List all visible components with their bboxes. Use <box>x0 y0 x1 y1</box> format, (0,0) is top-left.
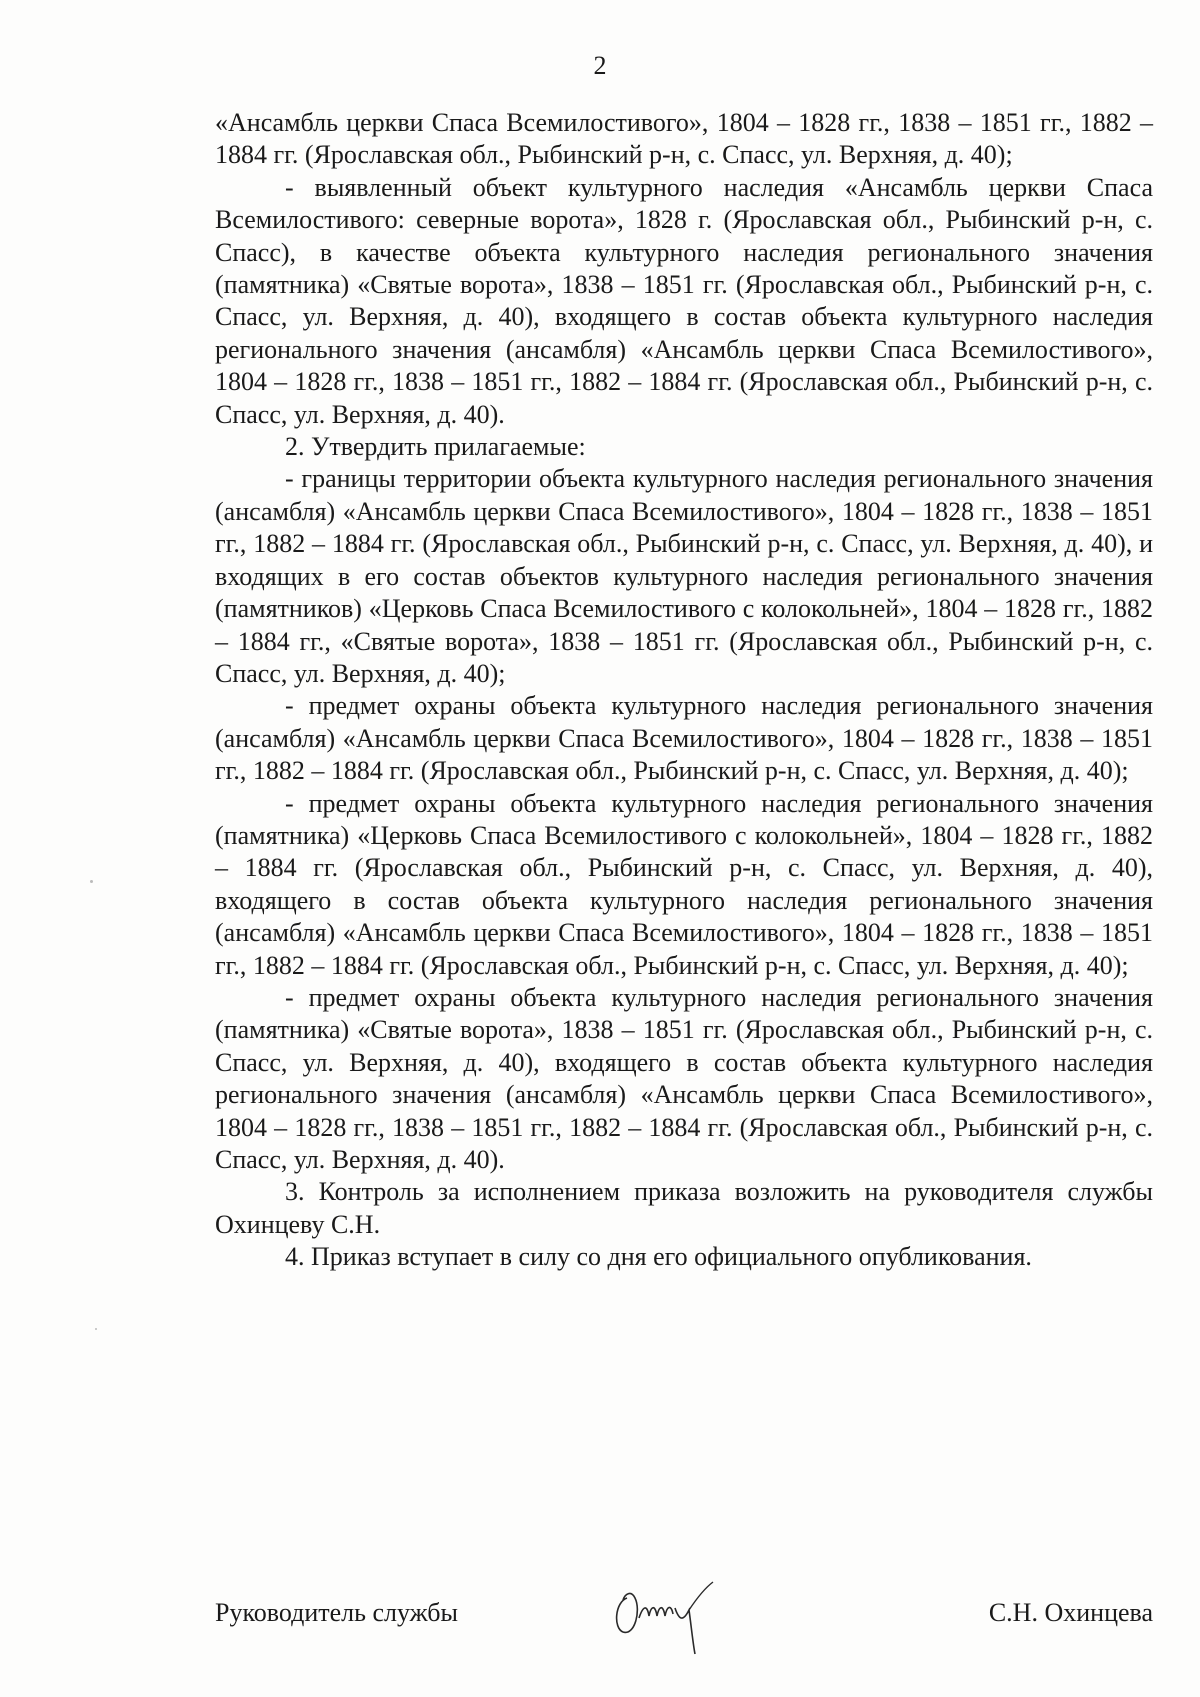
signer-name: С.Н. Охинцева <box>988 1598 1153 1627</box>
paragraph-item-3: 3. Контроль за исполнением приказа возложить на руководителя службы Охинцеву С.Н. <box>215 1177 1153 1239</box>
paragraph-territory-boundaries: - границы территории объекта культурного наследия регионального значения (ансамбля) «Ансамбль церкви Спаса Всемилостивого», 1804 – 1828 гг., 1838 – 1851 гг., 1882 – 1884 гг. (Ярославская обл., Рыбинский р-н, с. Спасс, ул. Верхняя, д. 40), и входящих в его состав объектов культурного наследия регионального значения (памятников) «Церковь Спаса Всемилостивого с колокольней», 1804 – 1828 гг., 1882 – 1884 гг., «Святые ворота», 1838 – 1851 гг. (Ярославская обл., Рыбинский р-н, с. Спасс, ул. Верхняя, д. 40); <box>215 464 1153 688</box>
paragraph-protection-church: - предмет охраны объекта культурного наследия регионального значения (памятника) «Церковь Спаса Всемилостивого с колокольней», 1804 – 1828 гг., 1882 – 1884 гг. (Ярославская обл., Рыбинский р-н, с. Спасс, ул. Верхняя, д. 40), входящего в состав объекта культурного наследия регионального значения (ансамбля) «Ансамбль церкви Спаса Всемилостивого», 1804 – 1828 гг., 1838 – 1851 гг., 1882 – 1884 гг. (Ярославская обл., Рыбинский р-н, с. Спасс, ул. Верхняя, д. 40); <box>215 788 1153 980</box>
document-body <box>215 107 1153 1274</box>
scan-speck <box>90 880 93 883</box>
signature-block <box>215 1580 1153 1660</box>
paragraph-protection-gates: - предмет охраны объекта культурного наследия регионального значения (памятника) «Святые ворота», 1838 – 1851 гг. (Ярославская обл., Рыбинский р-н, с. Спасс, ул. Верхняя, д. 40), входящего в состав объекта культурного наследия регионального значения (ансамбля) «Ансамбль церкви Спаса Всемилостивого», 1804 – 1828 гг., 1838 – 1851 гг., 1882 – 1884 гг. (Ярославская обл., Рыбинский р-н, с. Спасс, ул. Верхняя, д. 40). <box>215 982 1153 1174</box>
handwritten-signature <box>605 1558 745 1658</box>
paragraph-item-4: 4. Приказ вступает в силу со дня его официального опубликования. <box>285 1242 1032 1272</box>
paragraph-continuation: «Ансамбль церкви Спаса Всемилостивого», 1804 – 1828 гг., 1838 – 1851 гг., 1882 – 1884 гг. (Ярославская обл., Рыбинский р-н, с. Спасс, ул. Верхняя, д. 40); <box>215 108 1153 170</box>
paragraph-protection-ensemble: - предмет охраны объекта культурного наследия регионального значения (ансамбля) «Ансамбль церкви Спаса Всемилостивого», 1804 – 1828 гг., 1838 – 1851 гг., 1882 – 1884 гг. (Ярославская обл., Рыбинский р-н, с. Спасс, ул. Верхняя, д. 40); <box>215 691 1153 786</box>
paragraph-item-2: 2. Утвердить прилагаемые: <box>285 432 586 462</box>
paragraph-identified-object: - выявленный объект культурного наследия «Ансамбль церкви Спаса Всемилостивого: северные ворота», 1828 г. (Ярославская обл., Рыбинский р-н, с. Спасс), в качестве объекта культурного наследия регионального значения (памятника) «Святые ворота», 1838 – 1851 гг. (Ярославская обл., Рыбинский р-н, с. Спасс, ул. Верхняя, д. 40), входящего в состав объекта культурного наследия регионального значения (ансамбля) «Ансамбль церкви Спаса Всемилостивого», 1804 – 1828 гг., 1838 – 1851 гг., 1882 – 1884 гг. (Ярославская обл., Рыбинский р-н, с. Спасс, ул. Верхняя, д. 40). <box>215 172 1153 429</box>
signer-role: Руководитель службы <box>215 1598 458 1627</box>
scan-speck <box>95 1328 97 1330</box>
page-number: 2 <box>593 51 607 80</box>
